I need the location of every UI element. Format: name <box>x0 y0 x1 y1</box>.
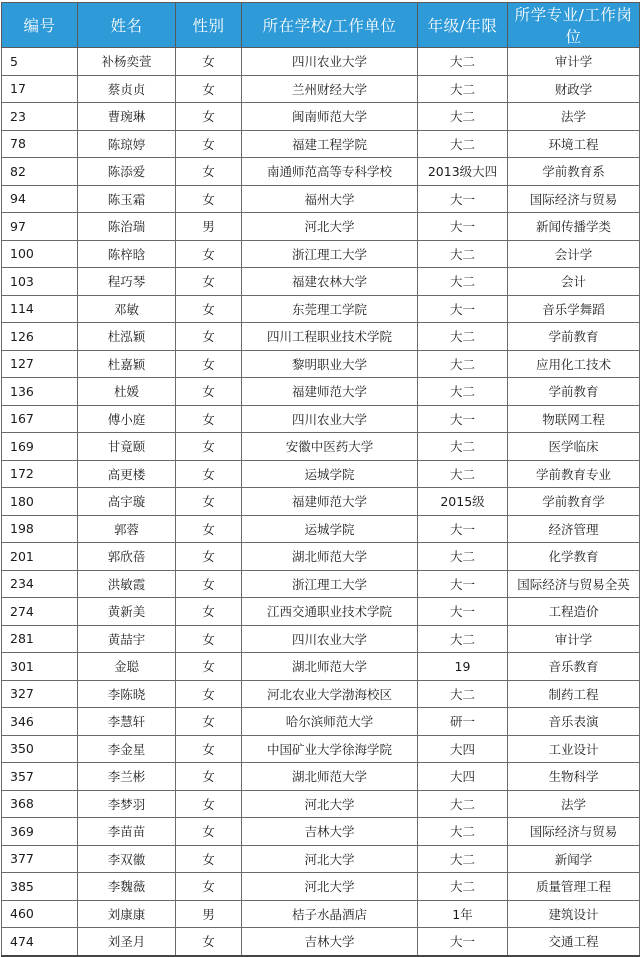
cell-id: 167 <box>2 405 78 433</box>
cell-name: 曹琬琳 <box>78 103 176 131</box>
cell-id: 5 <box>2 48 78 76</box>
cell-school: 四川农业大学 <box>242 48 418 76</box>
cell-grade: 大一 <box>418 515 508 543</box>
cell-school: 河北农业大学渤海校区 <box>242 680 418 708</box>
cell-grade: 大二 <box>418 845 508 873</box>
cell-gender: 男 <box>176 900 242 928</box>
cell-grade: 大二 <box>418 75 508 103</box>
cell-id: 201 <box>2 543 78 571</box>
cell-gender: 女 <box>176 763 242 791</box>
cell-name: 刘康康 <box>78 900 176 928</box>
cell-grade: 大二 <box>418 240 508 268</box>
table-row <box>2 625 640 653</box>
cell-major: 制药工程 <box>508 680 640 708</box>
cell-id: 234 <box>2 570 78 598</box>
cell-name: 高更楼 <box>78 460 176 488</box>
cell-grade: 大二 <box>418 350 508 378</box>
cell-grade: 大二 <box>418 433 508 461</box>
cell-school: 吉林大学 <box>242 818 418 846</box>
roster-container <box>1 2 639 957</box>
cell-school: 哈尔滨师范大学 <box>242 708 418 736</box>
cell-name: 金聪 <box>78 653 176 681</box>
cell-school: 四川工程职业技术学院 <box>242 323 418 351</box>
cell-grade: 大一 <box>418 185 508 213</box>
cell-school: 闽南师范大学 <box>242 103 418 131</box>
cell-name: 李苗苗 <box>78 818 176 846</box>
header-id: 编号 <box>2 3 78 48</box>
cell-gender: 女 <box>176 515 242 543</box>
table-row <box>2 460 640 488</box>
cell-name: 陈琼婷 <box>78 130 176 158</box>
cell-id: 103 <box>2 268 78 296</box>
cell-major: 审计学 <box>508 48 640 76</box>
cell-gender: 女 <box>176 103 242 131</box>
cell-school: 黎明职业大学 <box>242 350 418 378</box>
cell-school: 浙江理工大学 <box>242 240 418 268</box>
cell-major: 会计 <box>508 268 640 296</box>
table-row <box>2 790 640 818</box>
table-row <box>2 433 640 461</box>
cell-gender: 女 <box>176 378 242 406</box>
cell-school: 河北大学 <box>242 845 418 873</box>
table-row <box>2 818 640 846</box>
cell-school: 桔子水晶酒店 <box>242 900 418 928</box>
cell-major: 新闻传播学类 <box>508 213 640 241</box>
table-row <box>2 653 640 681</box>
cell-grade: 大四 <box>418 763 508 791</box>
cell-gender: 女 <box>176 75 242 103</box>
header-grade: 年级/年限 <box>418 3 508 48</box>
cell-name: 李梦羽 <box>78 790 176 818</box>
cell-gender: 女 <box>176 543 242 571</box>
cell-school: 福建师范大学 <box>242 488 418 516</box>
cell-school: 湖北师范大学 <box>242 653 418 681</box>
cell-school: 东莞理工学院 <box>242 295 418 323</box>
table-row <box>2 763 640 791</box>
cell-gender: 女 <box>176 790 242 818</box>
cell-name: 刘圣月 <box>78 928 176 956</box>
cell-grade: 大二 <box>418 680 508 708</box>
cell-name: 蔡贞贞 <box>78 75 176 103</box>
cell-gender: 女 <box>176 928 242 956</box>
cell-major: 法学 <box>508 790 640 818</box>
cell-gender: 女 <box>176 625 242 653</box>
cell-school: 福建师范大学 <box>242 378 418 406</box>
cell-name: 程巧琴 <box>78 268 176 296</box>
table-row <box>2 845 640 873</box>
table-row <box>2 735 640 763</box>
table-row <box>2 900 640 928</box>
header-major: 所学专业/工作岗位 <box>508 3 640 48</box>
cell-name: 邓敏 <box>78 295 176 323</box>
table-row <box>2 543 640 571</box>
header-row <box>2 3 640 48</box>
table-row <box>2 130 640 158</box>
cell-grade: 1年 <box>418 900 508 928</box>
table-row <box>2 928 640 956</box>
cell-school: 河北大学 <box>242 873 418 901</box>
cell-name: 杜泓颖 <box>78 323 176 351</box>
cell-name: 郭蓉 <box>78 515 176 543</box>
table-row <box>2 598 640 626</box>
cell-major: 物联网工程 <box>508 405 640 433</box>
cell-school: 四川农业大学 <box>242 625 418 653</box>
cell-gender: 女 <box>176 735 242 763</box>
cell-grade: 大一 <box>418 295 508 323</box>
cell-school: 湖北师范大学 <box>242 543 418 571</box>
table-row <box>2 268 640 296</box>
cell-gender: 女 <box>176 433 242 461</box>
cell-major: 新闻学 <box>508 845 640 873</box>
table-row <box>2 213 640 241</box>
cell-school: 福州大学 <box>242 185 418 213</box>
cell-id: 460 <box>2 900 78 928</box>
cell-id: 78 <box>2 130 78 158</box>
cell-id: 94 <box>2 185 78 213</box>
cell-gender: 女 <box>176 845 242 873</box>
cell-id: 126 <box>2 323 78 351</box>
cell-gender: 女 <box>176 818 242 846</box>
cell-name: 李金星 <box>78 735 176 763</box>
table-row <box>2 75 640 103</box>
cell-grade: 研一 <box>418 708 508 736</box>
table-row <box>2 158 640 186</box>
cell-gender: 女 <box>176 240 242 268</box>
header-school: 所在学校/工作单位 <box>242 3 418 48</box>
cell-school: 福建农林大学 <box>242 268 418 296</box>
cell-school: 南通师范高等专科学校 <box>242 158 418 186</box>
cell-school: 安徽中医药大学 <box>242 433 418 461</box>
cell-grade: 大一 <box>418 570 508 598</box>
cell-school: 浙江理工大学 <box>242 570 418 598</box>
cell-major: 生物科学 <box>508 763 640 791</box>
table-row <box>2 570 640 598</box>
cell-grade: 大二 <box>418 543 508 571</box>
cell-id: 346 <box>2 708 78 736</box>
cell-name: 甘竟颐 <box>78 433 176 461</box>
cell-gender: 女 <box>176 488 242 516</box>
cell-major: 会计学 <box>508 240 640 268</box>
table-row <box>2 378 640 406</box>
cell-school: 运城学院 <box>242 515 418 543</box>
cell-id: 127 <box>2 350 78 378</box>
cell-major: 法学 <box>508 103 640 131</box>
table-row <box>2 708 640 736</box>
cell-id: 136 <box>2 378 78 406</box>
cell-id: 100 <box>2 240 78 268</box>
cell-major: 化学教育 <box>508 543 640 571</box>
cell-major: 环境工程 <box>508 130 640 158</box>
cell-gender: 女 <box>176 598 242 626</box>
cell-grade: 大二 <box>418 378 508 406</box>
table-row <box>2 405 640 433</box>
cell-id: 385 <box>2 873 78 901</box>
roster-body <box>2 48 640 956</box>
cell-school: 运城学院 <box>242 460 418 488</box>
cell-name: 杜媛 <box>78 378 176 406</box>
cell-grade: 大二 <box>418 790 508 818</box>
cell-grade: 大二 <box>418 873 508 901</box>
cell-name: 黄喆宇 <box>78 625 176 653</box>
cell-grade: 大二 <box>418 818 508 846</box>
cell-major: 音乐表演 <box>508 708 640 736</box>
header-name: 姓名 <box>78 3 176 48</box>
cell-grade: 大二 <box>418 130 508 158</box>
table-row <box>2 488 640 516</box>
cell-name: 洪敏霞 <box>78 570 176 598</box>
cell-id: 377 <box>2 845 78 873</box>
cell-major: 学前教育系 <box>508 158 640 186</box>
cell-id: 301 <box>2 653 78 681</box>
cell-school: 河北大学 <box>242 790 418 818</box>
cell-major: 应用化工技术 <box>508 350 640 378</box>
cell-id: 369 <box>2 818 78 846</box>
cell-gender: 女 <box>176 158 242 186</box>
cell-school: 河北大学 <box>242 213 418 241</box>
cell-id: 198 <box>2 515 78 543</box>
cell-grade: 大二 <box>418 625 508 653</box>
cell-major: 建筑设计 <box>508 900 640 928</box>
cell-name: 李兰彬 <box>78 763 176 791</box>
cell-id: 17 <box>2 75 78 103</box>
cell-grade: 大二 <box>418 460 508 488</box>
cell-school: 湖北师范大学 <box>242 763 418 791</box>
table-row <box>2 873 640 901</box>
cell-id: 180 <box>2 488 78 516</box>
cell-grade: 2013级大四 <box>418 158 508 186</box>
table-row <box>2 48 640 76</box>
cell-id: 23 <box>2 103 78 131</box>
cell-major: 医学临床 <box>508 433 640 461</box>
cell-gender: 女 <box>176 460 242 488</box>
cell-id: 350 <box>2 735 78 763</box>
cell-id: 474 <box>2 928 78 956</box>
table-row <box>2 515 640 543</box>
cell-major: 音乐教育 <box>508 653 640 681</box>
cell-name: 黄新美 <box>78 598 176 626</box>
cell-school: 江西交通职业技术学院 <box>242 598 418 626</box>
cell-gender: 女 <box>176 680 242 708</box>
cell-gender: 女 <box>176 130 242 158</box>
cell-gender: 女 <box>176 268 242 296</box>
cell-major: 学前教育专业 <box>508 460 640 488</box>
table-row <box>2 240 640 268</box>
cell-id: 327 <box>2 680 78 708</box>
table-row <box>2 680 640 708</box>
cell-id: 172 <box>2 460 78 488</box>
table-row <box>2 295 640 323</box>
cell-id: 357 <box>2 763 78 791</box>
cell-name: 补杨奕萱 <box>78 48 176 76</box>
cell-name: 陈添爱 <box>78 158 176 186</box>
cell-id: 274 <box>2 598 78 626</box>
cell-grade: 19 <box>418 653 508 681</box>
cell-id: 281 <box>2 625 78 653</box>
cell-id: 368 <box>2 790 78 818</box>
cell-gender: 女 <box>176 570 242 598</box>
cell-school: 吉林大学 <box>242 928 418 956</box>
cell-name: 李陈晓 <box>78 680 176 708</box>
cell-major: 工程造价 <box>508 598 640 626</box>
cell-school: 兰州财经大学 <box>242 75 418 103</box>
cell-name: 李慧轩 <box>78 708 176 736</box>
cell-name: 李魏薇 <box>78 873 176 901</box>
cell-major: 质量管理工程 <box>508 873 640 901</box>
cell-grade: 大二 <box>418 268 508 296</box>
cell-gender: 女 <box>176 873 242 901</box>
cell-grade: 大四 <box>418 735 508 763</box>
cell-gender: 女 <box>176 708 242 736</box>
cell-major: 交通工程 <box>508 928 640 956</box>
cell-grade: 大一 <box>418 928 508 956</box>
cell-grade: 大二 <box>418 323 508 351</box>
cell-gender: 男 <box>176 213 242 241</box>
cell-major: 学前教育 <box>508 323 640 351</box>
cell-major: 审计学 <box>508 625 640 653</box>
cell-id: 97 <box>2 213 78 241</box>
cell-school: 四川农业大学 <box>242 405 418 433</box>
cell-grade: 大一 <box>418 405 508 433</box>
header-gender: 性别 <box>176 3 242 48</box>
table-row <box>2 103 640 131</box>
cell-major: 国际经济与贸易 <box>508 818 640 846</box>
cell-gender: 女 <box>176 323 242 351</box>
cell-grade: 大二 <box>418 103 508 131</box>
cell-gender: 女 <box>176 185 242 213</box>
cell-grade: 大二 <box>418 48 508 76</box>
table-row <box>2 185 640 213</box>
cell-name: 傅小庭 <box>78 405 176 433</box>
cell-name: 高宇璇 <box>78 488 176 516</box>
cell-major: 学前教育学 <box>508 488 640 516</box>
cell-major: 学前教育 <box>508 378 640 406</box>
cell-school: 福建工程学院 <box>242 130 418 158</box>
cell-name: 陈梓晗 <box>78 240 176 268</box>
cell-grade: 2015级 <box>418 488 508 516</box>
cell-name: 郭欣蓓 <box>78 543 176 571</box>
cell-grade: 大一 <box>418 598 508 626</box>
cell-gender: 女 <box>176 405 242 433</box>
cell-school: 中国矿业大学徐海学院 <box>242 735 418 763</box>
cell-major: 音乐学舞蹈 <box>508 295 640 323</box>
cell-major: 经济管理 <box>508 515 640 543</box>
cell-major: 财政学 <box>508 75 640 103</box>
cell-gender: 女 <box>176 653 242 681</box>
cell-name: 杜嘉颖 <box>78 350 176 378</box>
cell-id: 169 <box>2 433 78 461</box>
cell-id: 82 <box>2 158 78 186</box>
cell-name: 陈玉霜 <box>78 185 176 213</box>
table-row <box>2 323 640 351</box>
cell-major: 国际经济与贸易全英 <box>508 570 640 598</box>
roster-table <box>1 2 640 957</box>
cell-major: 国际经济与贸易 <box>508 185 640 213</box>
cell-grade: 大一 <box>418 213 508 241</box>
cell-name: 李双徽 <box>78 845 176 873</box>
cell-gender: 女 <box>176 48 242 76</box>
cell-gender: 女 <box>176 295 242 323</box>
cell-major: 工业设计 <box>508 735 640 763</box>
table-row <box>2 350 640 378</box>
cell-name: 陈治瑞 <box>78 213 176 241</box>
cell-gender: 女 <box>176 350 242 378</box>
cell-id: 114 <box>2 295 78 323</box>
